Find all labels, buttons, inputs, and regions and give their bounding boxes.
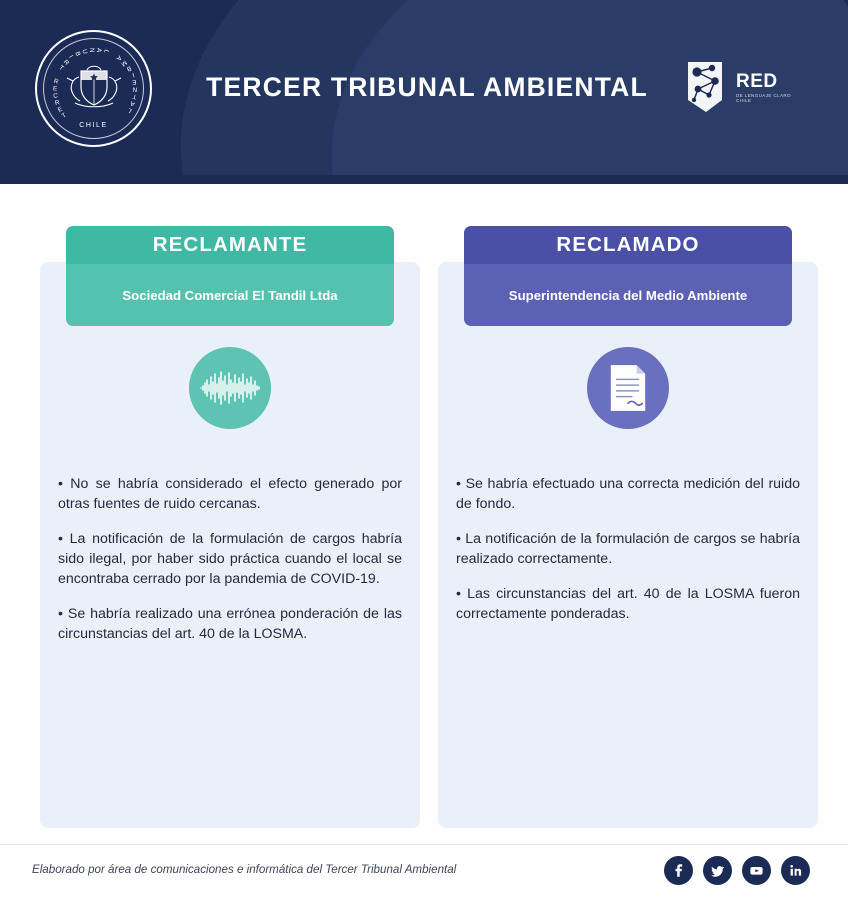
- reclamado-header-card: [464, 226, 792, 326]
- page-header: [0, 0, 848, 175]
- argument-item: • La notificación de la formulación de cargos habría sido ilegal, por haber sido práctica cuando el local se encontraba cerrado por la pandemia de COVID-19.: [58, 531, 402, 587]
- page-title: TERCER TRIBUNAL AMBIENTAL: [206, 72, 648, 102]
- page-footer: [0, 844, 848, 901]
- red-logo-tagline: DE LENGUAJE CLARO CHILE: [736, 92, 791, 103]
- crest-arc-text: T E R C E R T R I B U N A L A M B I E N T A L: [51, 46, 137, 120]
- argument-item: • Las circunstancias del art. 40 de la LOSMA fueron correctamente ponderadas.: [456, 586, 800, 622]
- red-logo-name: RED: [736, 70, 778, 92]
- youtube-icon[interactable]: [742, 856, 771, 885]
- sound-wave-glyph: [199, 371, 261, 405]
- argument-item: • No se habría considerado el efecto generado por otras fuentes de ruido cercanas.: [58, 476, 402, 512]
- argument-item: • Se habría efectuado una correcta medición del ruido de fondo.: [456, 476, 800, 512]
- facebook-icon[interactable]: [664, 856, 693, 885]
- red-lenguaje-claro-logo: [682, 58, 802, 116]
- document-icon: [587, 347, 669, 429]
- footer-credit: Elaborado por área de comunicaciones e informática del Tercer Tribunal Ambiental: [32, 863, 457, 876]
- linkedin-icon[interactable]: [781, 856, 810, 885]
- argument-item: • Se habría realizado una errónea ponderación de las circunstancias del art. 40 de la LOSMA.: [58, 606, 402, 642]
- red-network-icon: [682, 59, 734, 115]
- coat-of-arms-icon: [63, 63, 125, 109]
- reclamante-role-label: RECLAMANTE: [66, 226, 394, 264]
- reclamante-header-card: [66, 226, 394, 326]
- document-glyph: [607, 363, 649, 413]
- comparison-content: [0, 184, 848, 844]
- reclamado-arguments: [456, 474, 800, 639]
- twitter-icon[interactable]: [703, 856, 732, 885]
- argument-item: • La notificación de la formulación de cargos se habría realizado correctamente.: [456, 531, 800, 567]
- header-bottom-band: [0, 175, 848, 184]
- footer-divider: [0, 844, 848, 845]
- crest-bottom-text: CHILE: [79, 122, 108, 129]
- social-links: [664, 856, 810, 885]
- tribunal-crest-logo: [35, 30, 152, 147]
- sound-wave-icon: [189, 347, 271, 429]
- reclamado-party-name: Superintendencia del Medio Ambiente: [464, 264, 792, 326]
- reclamado-role-label: RECLAMADO: [464, 226, 792, 264]
- reclamante-arguments: [58, 474, 402, 659]
- reclamante-party-name: Sociedad Comercial El Tandil Ltda: [66, 264, 394, 326]
